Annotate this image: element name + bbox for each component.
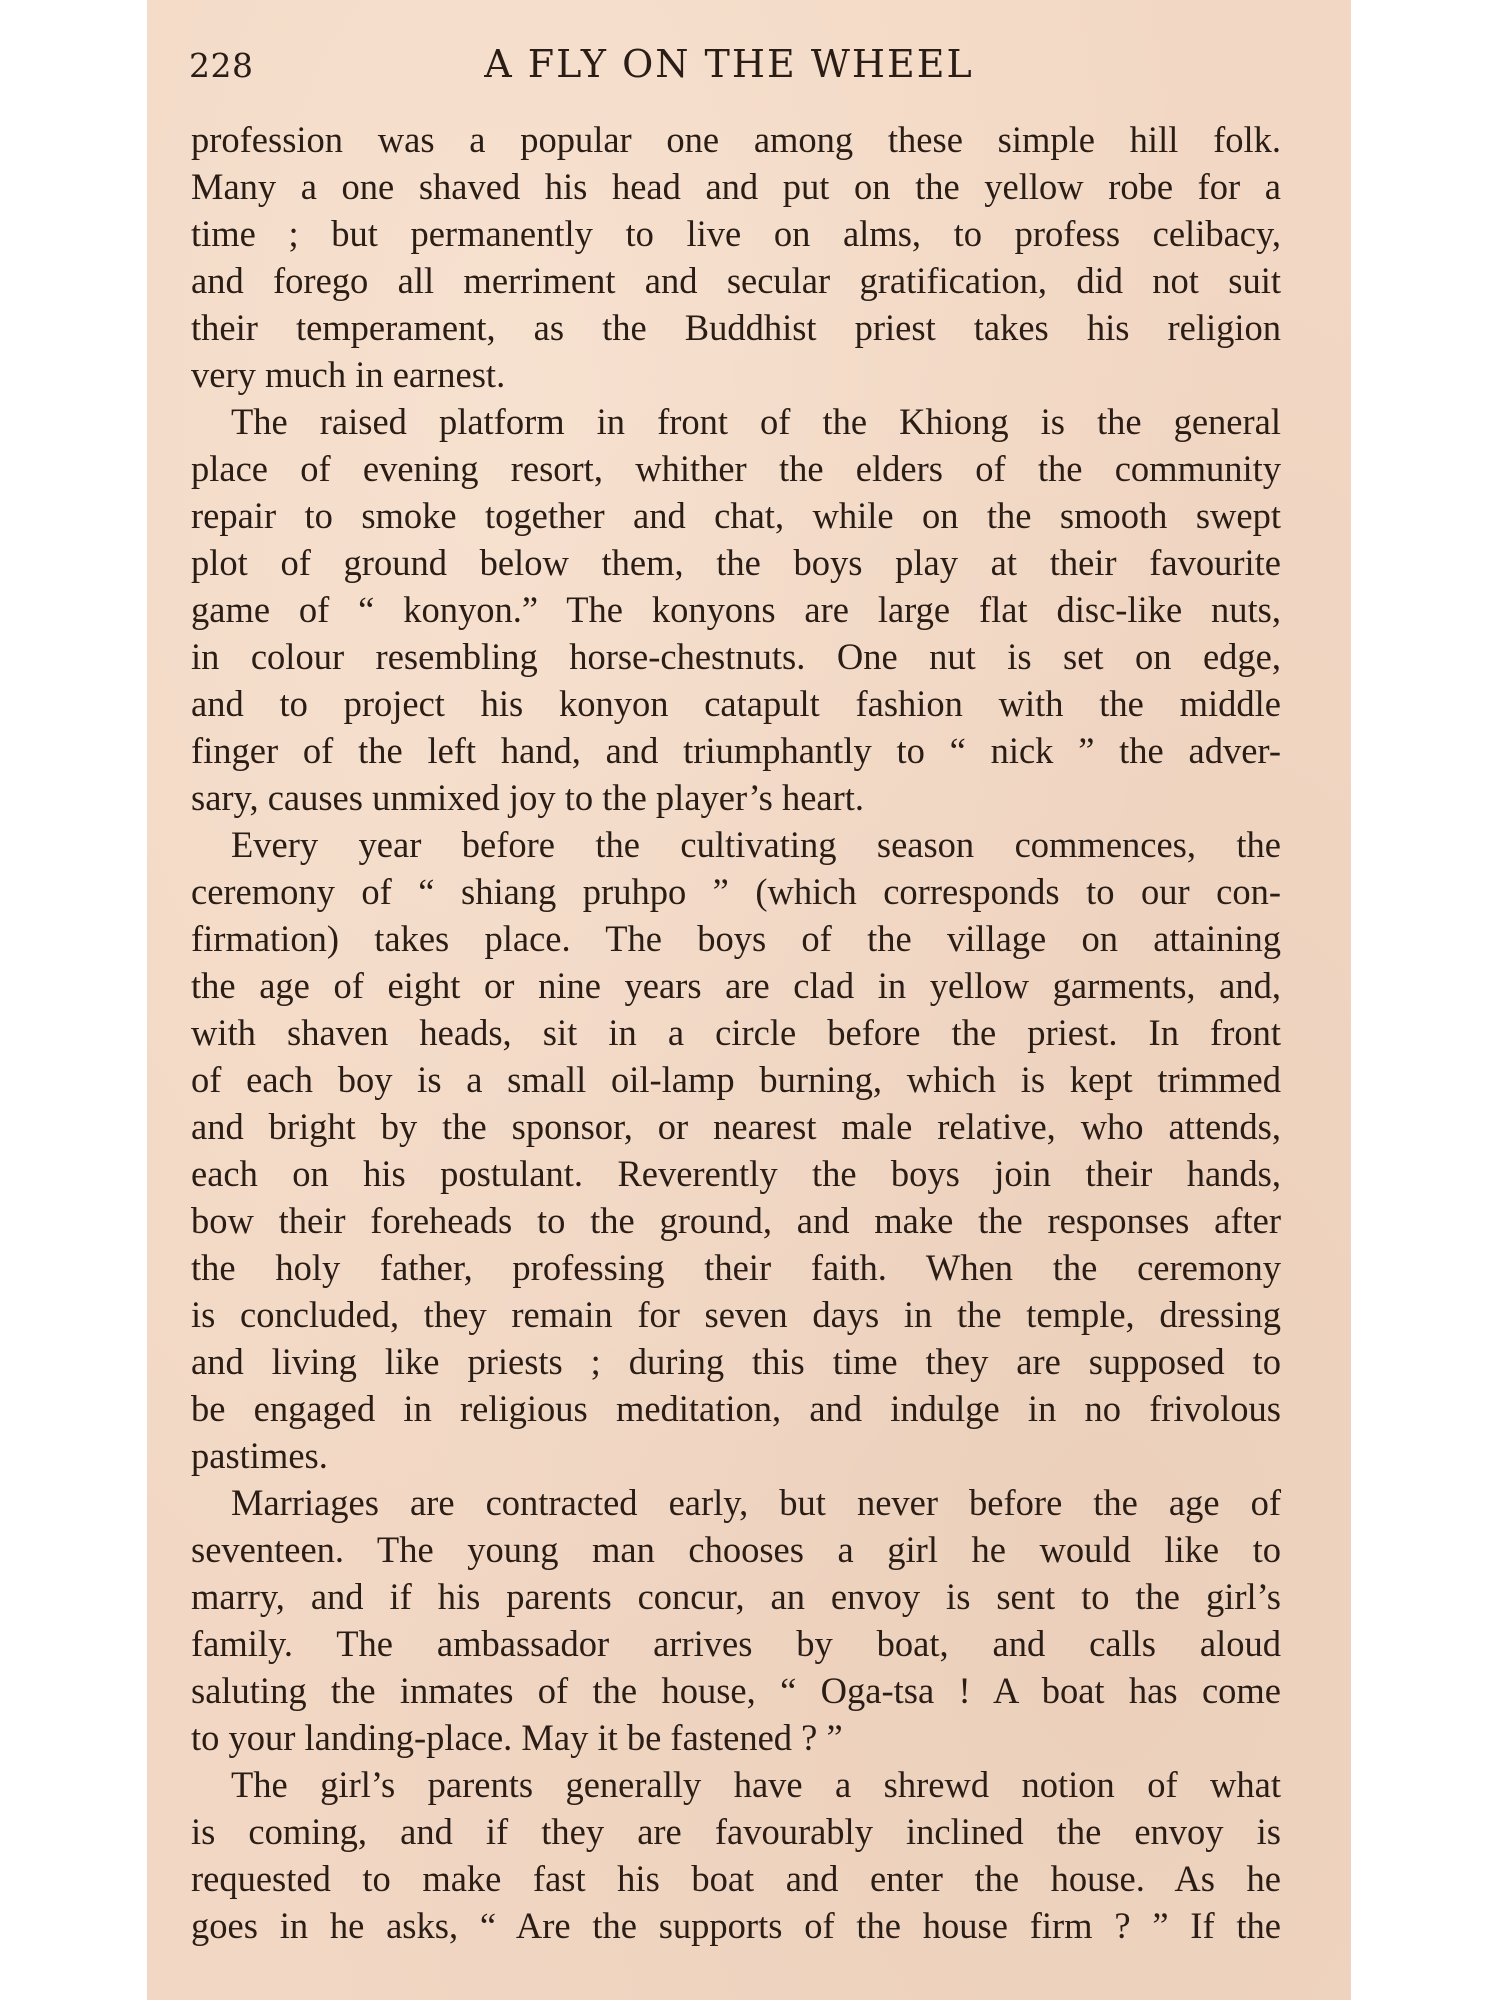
text-line: Many a one shaved his head and put on the yellow robe for a bbox=[191, 166, 1281, 207]
text-line: repair to smoke together and chat, while on the smooth swept bbox=[191, 495, 1281, 536]
page-header bbox=[189, 40, 1269, 96]
text-line: family. The ambassador arrives by boat, and calls aloud bbox=[191, 1623, 1281, 1664]
text-line: in colour resembling horse-chestnuts. One nut is set on edge, bbox=[191, 636, 1281, 677]
text-line: is coming, and if they are favourably inclined the envoy is bbox=[191, 1811, 1281, 1852]
text-line: and forego all merriment and secular gratification, did not suit bbox=[191, 260, 1281, 301]
running-head: A FLY ON THE WHEEL bbox=[484, 42, 974, 86]
text-line: and living like priests ; during this time they are supposed to bbox=[191, 1341, 1281, 1382]
text-line: finger of the left hand, and triumphantly to “ nick ” the adver- bbox=[191, 730, 1281, 771]
text-line: be engaged in religious meditation, and indulge in no frivolous bbox=[191, 1388, 1281, 1429]
text-line: the holy father, professing their faith. When the ceremony bbox=[191, 1247, 1281, 1288]
page-number: 228 bbox=[189, 46, 254, 85]
text-line: pastimes. bbox=[191, 1435, 328, 1476]
text-line: ceremony of “ shiang pruhpo ” (which corresponds to our con- bbox=[191, 871, 1281, 912]
text-line: saluting the inmates of the house, “ Oga-tsa ! A boat has come bbox=[191, 1670, 1281, 1711]
text-line: very much in earnest. bbox=[191, 354, 506, 395]
text-line: sary, causes unmixed joy to the player’s heart. bbox=[191, 777, 865, 818]
text-line: bow their foreheads to the ground, and make the responses after bbox=[191, 1200, 1281, 1241]
text-line: each on his postulant. Reverently the boys join their hands, bbox=[191, 1153, 1281, 1194]
text-line: is concluded, they remain for seven days in the temple, dressing bbox=[191, 1294, 1281, 1335]
text-line: and to project his konyon catapult fashion with the middle bbox=[191, 683, 1281, 724]
paragraph-first-line: Marriages are contracted early, but never before the age of bbox=[231, 1482, 1281, 1523]
text-line: of each boy is a small oil-lamp burning, which is kept trimmed bbox=[191, 1059, 1281, 1100]
text-line: with shaven heads, sit in a circle before the priest. In front bbox=[191, 1012, 1281, 1053]
text-line: the age of eight or nine years are clad in yellow garments, and, bbox=[191, 965, 1281, 1006]
paragraph-first-line: The raised platform in front of the Khiong is the general bbox=[231, 401, 1281, 442]
book-page bbox=[147, 0, 1351, 2000]
text-line: seventeen. The young man chooses a girl he would like to bbox=[191, 1529, 1281, 1570]
text-line: firmation) takes place. The boys of the village on attaining bbox=[191, 918, 1281, 959]
text-line: their temperament, as the Buddhist priest takes his religion bbox=[191, 307, 1281, 348]
text-line: game of “ konyon.” The konyons are large flat disc-like nuts, bbox=[191, 589, 1281, 630]
paragraph-first-line: The girl’s parents generally have a shrewd notion of what bbox=[231, 1764, 1281, 1805]
text-line: requested to make fast his boat and enter the house. As he bbox=[191, 1858, 1281, 1899]
text-line: plot of ground below them, the boys play at their favourite bbox=[191, 542, 1281, 583]
text-line: marry, and if his parents concur, an envoy is sent to the girl’s bbox=[191, 1576, 1281, 1617]
text-line: and bright by the sponsor, or nearest male relative, who attends, bbox=[191, 1106, 1281, 1147]
text-line: place of evening resort, whither the elders of the community bbox=[191, 448, 1281, 489]
body-text bbox=[191, 116, 1281, 1949]
text-line: goes in he asks, “ Are the supports of the house firm ? ” If the bbox=[191, 1905, 1281, 1946]
text-line: time ; but permanently to live on alms, to profess celibacy, bbox=[191, 213, 1281, 254]
text-line: profession was a popular one among these simple hill folk. bbox=[191, 119, 1281, 160]
text-line: to your landing-place. May it be fastened ? ” bbox=[191, 1717, 843, 1758]
paragraph-first-line: Every year before the cultivating season commences, the bbox=[231, 824, 1281, 865]
